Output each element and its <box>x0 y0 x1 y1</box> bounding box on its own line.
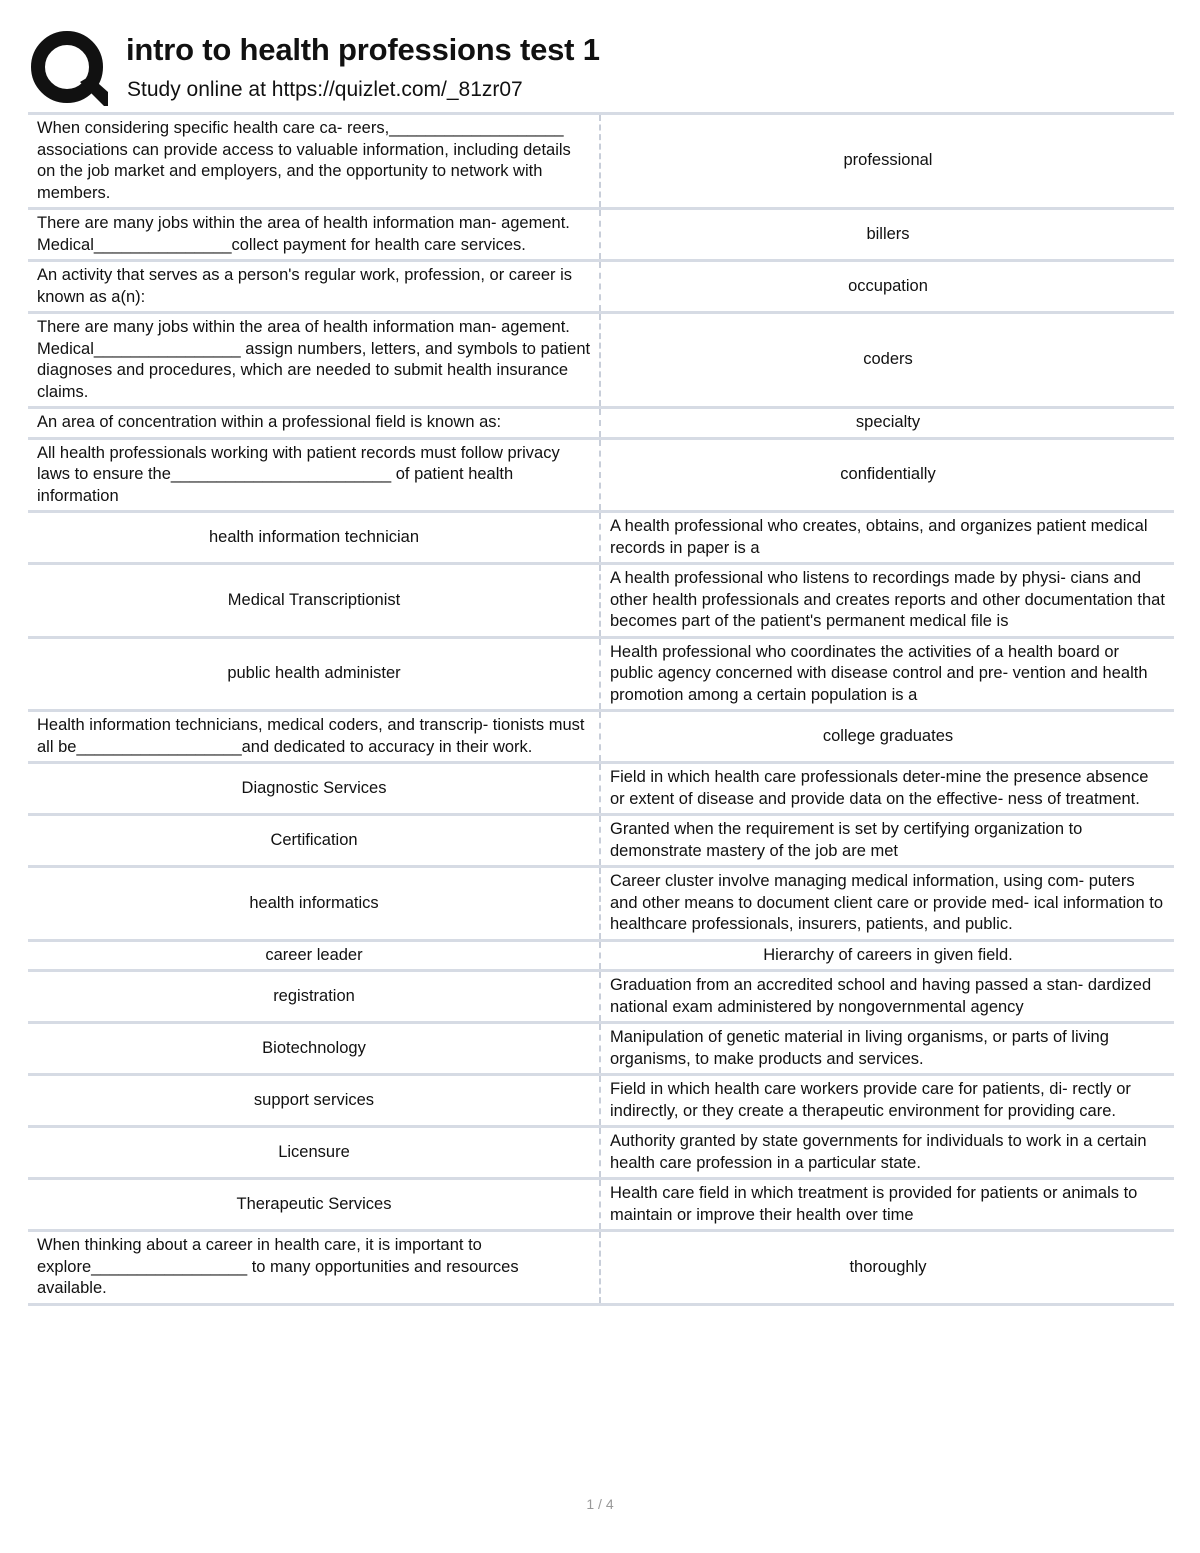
card-definition-cell <box>601 1076 1174 1125</box>
card-term-cell <box>28 942 601 970</box>
flashcard-row <box>28 1024 1174 1076</box>
card-term-cell <box>28 513 601 562</box>
card-term: All health professionals working with patient records must follow privacy laws to ensure the________________________ of patient health information <box>37 443 560 505</box>
card-definition: Authority granted by state governments for individuals to work in a certain health care profession in a particular state. <box>610 1132 1147 1172</box>
card-definition: thoroughly <box>849 1257 927 1276</box>
card-definition: A health professional who listens to recordings made by physi- cians and other health professionals and creates reports and other documentation that becomes part of the patient's permanent medical file is <box>610 569 1165 630</box>
card-term: There are many jobs within the area of health information man- agement. Medical________________ assign numbers, letters, and symbols to patient diagnoses and procedures, which are needed to submit health insurance claims. <box>37 318 591 401</box>
card-term-cell <box>28 712 601 761</box>
card-definition-cell <box>601 712 1174 761</box>
flashcard-row <box>28 440 1174 514</box>
card-definition: Health care field in which treatment is provided for patients or animals to maintain or improve their health over time <box>610 1184 1138 1224</box>
card-definition: Hierarchy of careers in given field. <box>763 945 1013 964</box>
flashcard-row <box>28 816 1174 868</box>
card-definition: Field in which health care workers provide care for patients, di- rectly or indirectly, or they create a therapeutic environment for providing care. <box>610 1080 1131 1120</box>
card-term-cell <box>28 639 601 710</box>
card-term: Therapeutic Services <box>236 1194 392 1213</box>
card-term-cell <box>28 868 601 939</box>
card-term-cell <box>28 565 601 636</box>
card-definition: coders <box>863 350 913 369</box>
flashcard-row <box>28 1180 1174 1232</box>
card-definition-cell <box>601 513 1174 562</box>
card-definition-cell <box>601 262 1174 311</box>
card-term: career leader <box>265 945 363 964</box>
card-term: Certification <box>270 830 358 849</box>
card-definition: billers <box>866 224 910 243</box>
card-term-cell <box>28 409 601 437</box>
flashcard-row <box>28 1232 1174 1306</box>
flashcard-row <box>28 972 1174 1024</box>
card-term-cell <box>28 1024 601 1073</box>
card-definition: specialty <box>855 413 921 431</box>
card-term-cell <box>28 314 601 406</box>
card-definition-cell <box>601 1128 1174 1177</box>
card-term-cell <box>28 115 601 207</box>
quizlet-q-logo-icon <box>30 30 108 108</box>
flashcard-row <box>28 942 1174 973</box>
card-term: When considering specific health care ca- reers,___________________ associations can provide access to valuable information, including details on the job market and employers, and the opportunity to network with members. <box>37 119 571 202</box>
card-definition: Career cluster involve managing medical information, using com- puters and other means to document client care or provide med- ical information to healthcare professionals, insurers, patients, and public. <box>610 872 1164 933</box>
card-term: There are many jobs within the area of health information man- agement. Medical_______________collect payment for health care services. <box>37 214 570 254</box>
card-definition-cell <box>601 639 1174 710</box>
flashcard-row <box>28 262 1174 314</box>
page-title: intro to health professions test 1 <box>126 32 600 67</box>
card-definition-cell <box>601 942 1174 970</box>
card-definition: A health professional who creates, obtains, and organizes patient medical records in paper is a <box>610 517 1148 557</box>
card-definition: Manipulation of genetic material in living organisms, or parts of living organisms, to make products and services. <box>610 1028 1109 1068</box>
flashcard-list <box>28 112 1174 1306</box>
flashcard-row <box>28 210 1174 262</box>
page-header <box>28 28 1174 112</box>
card-term-cell <box>28 210 601 259</box>
card-definition: Graduation from an accredited school and having passed a stan- dardized national exam administered by nongovernmental agency <box>610 976 1152 1016</box>
card-definition-cell <box>601 972 1174 1021</box>
card-term: public health administer <box>227 664 401 682</box>
card-definition-cell <box>601 1024 1174 1073</box>
card-definition: confidentially <box>840 465 936 483</box>
card-term: Biotechnology <box>262 1038 366 1057</box>
card-definition-cell <box>601 440 1174 511</box>
card-term-cell <box>28 1232 601 1303</box>
card-definition-cell <box>601 565 1174 636</box>
card-term: When thinking about a career in health care, it is important to explore_________________ to many opportunities and resources available. <box>37 1236 519 1297</box>
flashcard-row <box>28 868 1174 942</box>
card-definition-cell <box>601 1232 1174 1303</box>
card-term: health information technician <box>208 527 420 546</box>
flashcard-row <box>28 639 1174 713</box>
card-term-cell <box>28 1076 601 1125</box>
card-definition-cell <box>601 764 1174 813</box>
card-definition-cell <box>601 409 1174 437</box>
card-definition: Granted when the requirement is set by certifying organization to demonstrate mastery of the job are met <box>610 820 1083 860</box>
card-term-cell <box>28 440 601 511</box>
flashcard-row <box>28 115 1174 210</box>
card-definition-cell <box>601 314 1174 406</box>
page-indicator: 1 / 4 <box>586 1496 614 1512</box>
card-term: An area of concentration within a professional field is known as: <box>37 413 502 431</box>
card-term-cell <box>28 972 601 1021</box>
card-term: registration <box>273 986 355 1005</box>
card-definition-cell <box>601 816 1174 865</box>
card-definition: occupation <box>848 276 928 295</box>
card-term-cell <box>28 1180 601 1229</box>
card-definition: Field in which health care professionals deter-mine the presence absence or extent of disease and provide data on the effective- ness of treatment. <box>610 768 1149 808</box>
card-term: Health information technicians, medical coders, and transcrip- tionists must all be__________________and dedicated to accuracy in their work. <box>37 716 585 756</box>
card-term-cell <box>28 1128 601 1177</box>
card-definition-cell <box>601 868 1174 939</box>
flashcard-row <box>28 314 1174 409</box>
card-term: support services <box>253 1090 375 1109</box>
card-term: Diagnostic Services <box>241 778 387 797</box>
study-link-text: Study online at https://quizlet.com/_81zr07 <box>127 78 523 101</box>
card-definition: Health professional who coordinates the activities of a health board or public agency concerned with disease control and pre- vention and health promotion among a certain population is a <box>610 642 1148 704</box>
card-term-cell <box>28 816 601 865</box>
card-definition-cell <box>601 115 1174 207</box>
card-term-cell <box>28 764 601 813</box>
flashcard-row <box>28 1128 1174 1180</box>
card-definition: college graduates <box>822 726 954 745</box>
flashcard-row <box>28 712 1174 764</box>
flashcard-row <box>28 764 1174 816</box>
card-term: health informatics <box>249 893 379 912</box>
card-definition-cell <box>601 1180 1174 1229</box>
card-term: Licensure <box>278 1142 350 1161</box>
card-term-cell <box>28 262 601 311</box>
flashcard-row <box>28 565 1174 639</box>
flashcard-row <box>28 409 1174 440</box>
card-term: An activity that serves as a person's regular work, profession, or career is known as a(n): <box>37 266 573 306</box>
flashcard-row <box>28 1076 1174 1128</box>
card-definition-cell <box>601 210 1174 259</box>
card-term: Medical Transcriptionist <box>227 590 401 609</box>
flashcard-row <box>28 513 1174 565</box>
card-definition: professional <box>843 151 933 170</box>
